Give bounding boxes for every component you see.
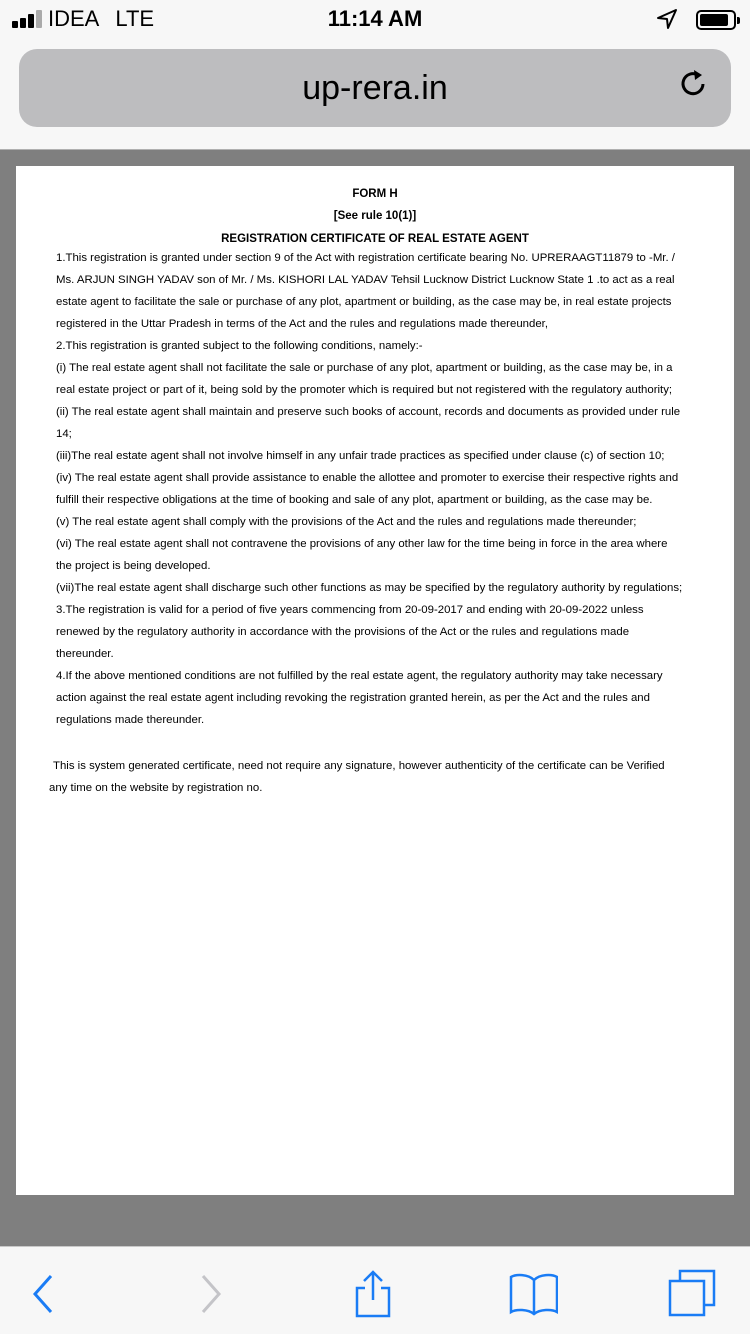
certificate-text-line: fulfill their respective obligations at the time of booking and sale of any plot, apartment or building, as the case may be. <box>56 494 653 506</box>
form-rule: [See rule 10(1)] <box>333 210 417 222</box>
back-icon[interactable] <box>18 1269 68 1319</box>
certificate-text-line: 3.The registration is valid for a period of five years commencing from 20-09-2017 and ending with 20-09-2022 unless <box>56 604 644 616</box>
certificate-text-line: (iii)The real estate agent shall not involve himself in any unfair trade practices as specified under clause (c) of section 10; <box>56 450 665 462</box>
battery-icon <box>696 10 736 30</box>
certificate-text-line: renewed by the regulatory authority in accordance with the provisions of the Act or the rules and regulations made <box>56 626 630 638</box>
share-icon[interactable] <box>348 1269 398 1319</box>
url-text[interactable]: up-rera.in <box>302 69 448 107</box>
address-bar[interactable] <box>19 49 731 127</box>
certificate-text-line: (vii)The real estate agent shall discharge such other functions as may be specified by the regulatory authority by regulations; <box>56 582 683 594</box>
footer-note-line: This is system generated certificate, need not require any signature, however authenticity of the certificate can be Verified <box>53 760 665 772</box>
footer-note-line: any time on the website by registration no. <box>49 782 263 794</box>
certificate-text-line: 4.If the above mentioned conditions are not fulfilled by the real estate agent, the regulatory authority may take necessary <box>56 670 663 682</box>
certificate-text-line: registered in the Uttar Pradesh in terms of the Act and the rules and regulations made thereunder, <box>56 318 548 330</box>
certificate-text-line: real estate project or part of it, being sold by the promoter which is required but not registered with the regulatory authority; <box>56 384 673 396</box>
certificate-text-line: estate agent to facilitate the sale or purchase of any plot, apartment or building, as the case may be, in real estate projects <box>56 296 672 308</box>
certificate-text-line: (iv) The real estate agent shall provide assistance to enable the allottee and promoter to exercise their respective rights and <box>56 472 679 484</box>
certificate-text-line: Ms. ARJUN SINGH YADAV son of Mr. / Ms. KISHORI LAL YADAV Tehsil Lucknow District Lucknow State 1 .to act as a real <box>56 274 675 286</box>
forward-icon[interactable] <box>186 1269 236 1319</box>
certificate-text-line: 2.This registration is granted subject to the following conditions, namely:- <box>56 340 423 352</box>
network-type: LTE <box>115 6 155 31</box>
certificate-text-line: (v) The real estate agent shall comply with the provisions of the Act and the rules and regulations made thereunder; <box>56 516 637 528</box>
certificate-text-line: (i) The real estate agent shall not facilitate the sale or purchase of any plot, apartment or building, as the case may be, in a <box>56 362 673 374</box>
certificate-text-line: regulations made thereunder. <box>56 714 205 726</box>
location-arrow-icon <box>656 8 678 36</box>
certificate-text-line: action against the real estate agent including revoking the registration granted herein, as per the Act and the rules and <box>56 692 650 704</box>
certificate-heading: REGISTRATION CERTIFICATE OF REAL ESTATE AGENT <box>221 233 529 245</box>
certificate-text-line: 14; <box>56 428 72 440</box>
certificate-text-line: 1.This registration is granted under section 9 of the Act with registration certificate bearing No. UPRERAAGT11879 to -Mr. / <box>56 252 675 264</box>
form-title: FORM H <box>352 188 398 200</box>
certificate-page <box>16 166 734 1195</box>
certificate-text-line: (vi) The real estate agent shall not contravene the provisions of any other law for the time being in force in the area where <box>56 538 668 550</box>
reload-icon[interactable] <box>673 67 713 107</box>
clock: 11:14 AM <box>327 6 423 31</box>
certificate-text-line: (ii) The real estate agent shall maintain and preserve such books of account, records and documents as provided under rule <box>56 406 681 418</box>
bookmarks-icon[interactable] <box>508 1269 558 1319</box>
browser-header <box>0 0 750 150</box>
carrier-name: IDEA <box>48 6 100 31</box>
certificate-text-line: the project is being developed. <box>56 560 211 572</box>
safari-toolbar <box>0 1246 750 1334</box>
certificate-text-line: thereunder. <box>56 648 114 660</box>
tabs-icon[interactable] <box>668 1269 718 1319</box>
